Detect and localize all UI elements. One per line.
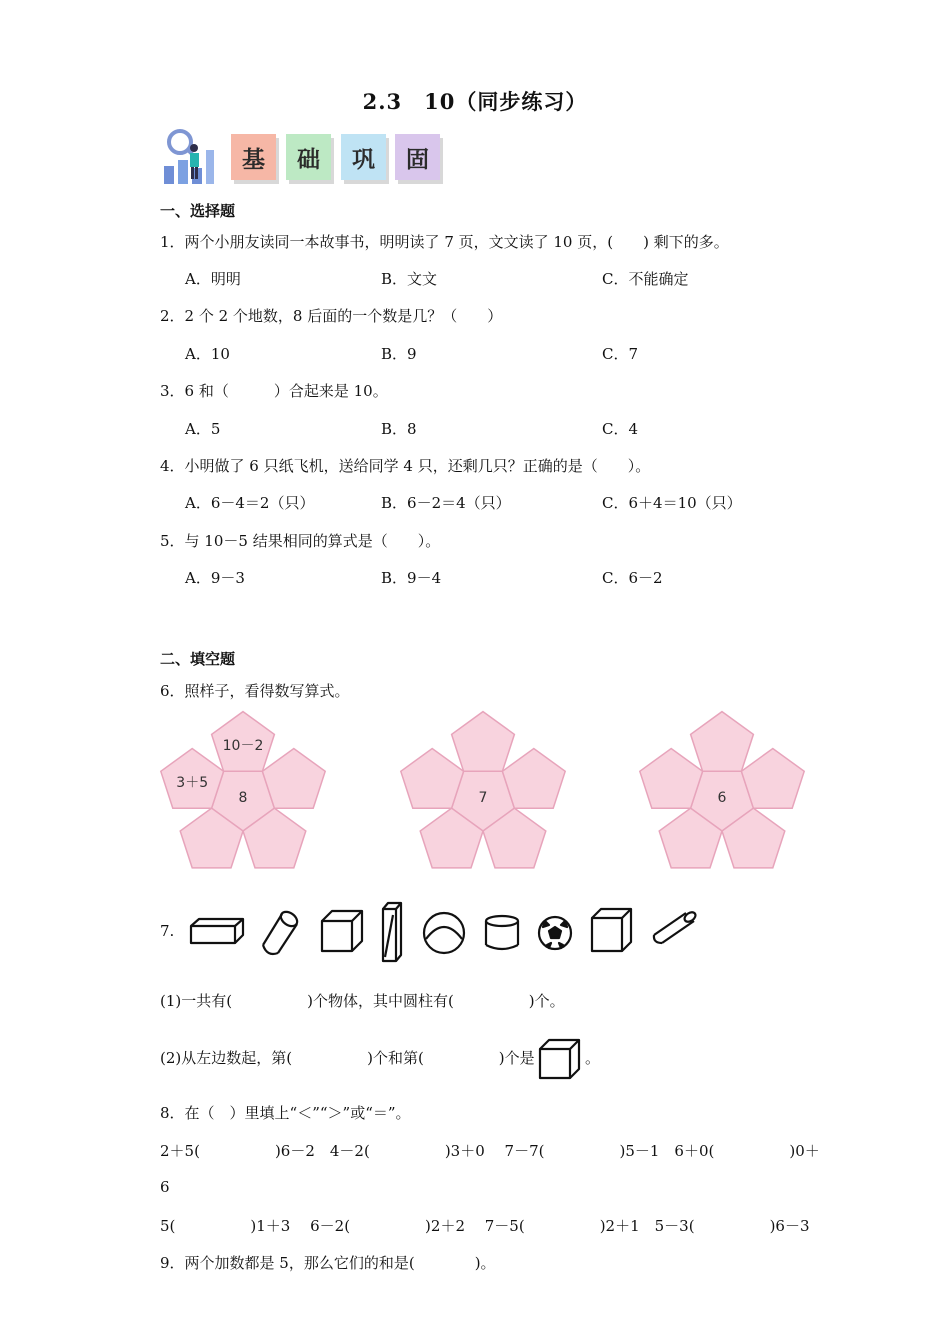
soccer-ball-icon: [539, 917, 571, 949]
flower-3: [0, 700, 950, 900]
cube-icon: [592, 909, 631, 951]
option-a[interactable]: A．9－3: [185, 569, 245, 587]
question-8-stem: 8．在（ ）里填上“＜”“＞”或“＝”。: [160, 1104, 411, 1122]
flower-center-number: 8: [238, 790, 248, 806]
option-c[interactable]: C．7: [602, 345, 639, 363]
cylinder-tilted-icon: [263, 909, 300, 954]
question-7-part-1: (1)一共有( )个物体，其中圆柱有( )个。: [160, 992, 565, 1010]
solid-objects-row: [185, 897, 705, 967]
option-a[interactable]: A．10: [185, 345, 230, 363]
question-stem: 5．与 10－5 结果相同的算式是（ ）。: [160, 532, 441, 550]
flower-petal[interactable]: [640, 749, 703, 809]
question-8-row-1-wrap: 6: [160, 1178, 170, 1196]
option-a[interactable]: A．5: [185, 420, 221, 438]
question-7-part-2: (2)从左边数起，第( )个和第( )个是: [160, 1049, 535, 1067]
cuboid-flat-icon: [191, 919, 243, 943]
option-c[interactable]: C．4: [602, 420, 639, 438]
option-b[interactable]: B．文文: [381, 270, 438, 288]
banner-tile-3: 巩: [341, 134, 386, 180]
option-b[interactable]: B．6－2＝4（只）: [381, 494, 511, 512]
flower-petal[interactable]: [691, 712, 754, 772]
option-a[interactable]: A．6－4＝2（只）: [185, 494, 315, 512]
option-b[interactable]: B．9: [381, 345, 417, 363]
section-heading-fill: 二、填空题: [160, 650, 236, 668]
section-heading-choice: 一、选择题: [160, 202, 236, 220]
option-c[interactable]: C．6＋4＝10（只）: [602, 494, 742, 512]
question-8-row-2: 5( )1＋3 6－2( )2＋2 7－5( )2＋1 5－3( )6－3: [160, 1217, 810, 1235]
question-stem: 1．两个小朋友读同一本故事书，明明读了 7 页，文文读了 10 页，( ) 剩下的多。: [160, 233, 729, 251]
ball-icon: [424, 913, 464, 953]
question-8-row-1: 2＋5( )6－2 4－2( )3＋0 7－7( )5－1 6＋0( )0＋: [160, 1142, 820, 1160]
banner-tile-2: 础: [286, 134, 331, 180]
option-b[interactable]: B．9－4: [381, 569, 442, 587]
question-stem: 3．6 和（ ）合起来是 10。: [160, 382, 388, 400]
magnifier-person-icon: [158, 126, 220, 188]
question-stem: 2．2 个 2 个地数，8 后面的一个数是几？（ ）: [160, 307, 503, 325]
cube-icon: [537, 1037, 583, 1081]
cylinder-thin-icon: [654, 910, 697, 943]
banner-tile-4: 固: [395, 134, 440, 180]
banner-tile-1: 基: [231, 134, 276, 180]
question-7-part-2-end: 。: [585, 1049, 601, 1067]
flower-center-number: 6: [717, 790, 727, 806]
question-6-stem: 6．照样子，看得数写算式。: [160, 682, 350, 700]
cube-icon: [322, 911, 362, 951]
question-9-stem: 9．两个加数都是 5，那么它们的和是( )。: [160, 1254, 496, 1272]
option-c[interactable]: C．6－2: [602, 569, 663, 587]
cylinder-short-icon: [486, 916, 518, 949]
flower-center-number: 7: [478, 790, 488, 806]
flower-petal-label: 10－2: [222, 737, 264, 754]
cuboid-tall-icon: [383, 903, 401, 961]
option-a[interactable]: A．明明: [185, 270, 241, 288]
flower-petal[interactable]: [741, 749, 804, 809]
option-b[interactable]: B．8: [381, 420, 417, 438]
flower-petal-label: 3＋5: [176, 774, 209, 791]
option-c[interactable]: C．不能确定: [602, 270, 689, 288]
question-stem: 4．小明做了 6 只纸飞机，送给同学 4 只，还剩几只？正确的是（ ）。: [160, 457, 651, 475]
page-title: 2.3 10（同步练习）: [362, 89, 588, 114]
question-7-label: 7.: [160, 922, 175, 940]
